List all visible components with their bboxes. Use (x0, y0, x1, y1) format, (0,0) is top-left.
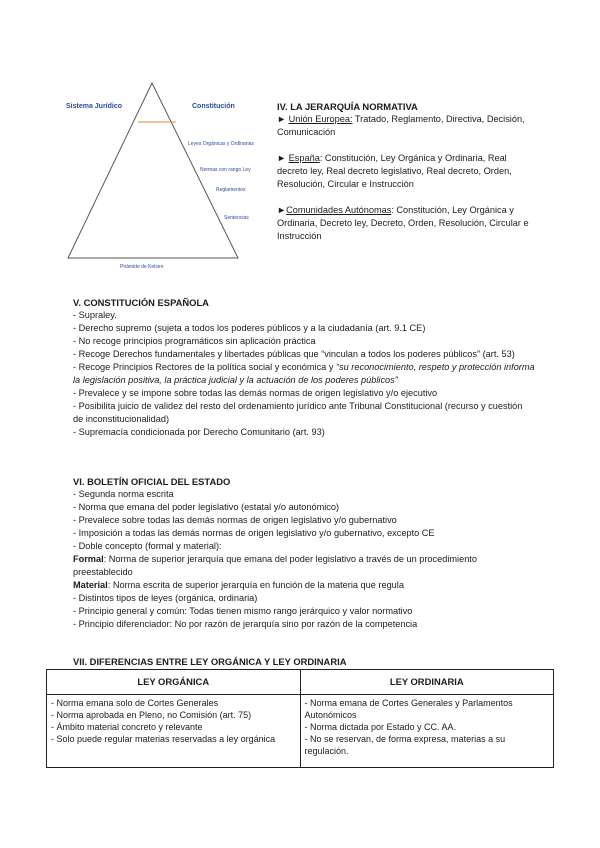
arrow-icon: ► (277, 114, 287, 124)
ue-paragraph (277, 113, 539, 139)
list-item: - Principio general y común: Todas tienen mismo rango jerárquico y valor normativo (73, 606, 413, 616)
ca-text: : Constitución, Ley Orgánica y Ordinaria, Decreto ley, Decreto, Orden, Resolución, Circular e Instrucción (277, 205, 529, 241)
section-jerarquia (277, 100, 539, 243)
section-boe (73, 475, 535, 631)
list-item: - Ámbito material concreto y relevante (51, 722, 203, 732)
formal-text: : Norma de superior jerarquía que emana del poder legislativo a través de un procedimiento preestablecido (73, 554, 477, 577)
ue-label: Unión Europea: (288, 114, 353, 124)
formal-definition (73, 553, 535, 579)
formal-label: Formal (73, 554, 104, 564)
material-label: Material (73, 580, 108, 590)
ue-text: Tratado, Reglamento, Directiva, Decisión, Comunicación (277, 114, 525, 137)
quote-text: “su reconocimiento, respeto y protección informa la legislación positiva, la práctica judicial y la actuación de los poderes públicos” (73, 362, 535, 385)
list-item: - Prevalece sobre todas las demás normas de origen legislativo y/o gubernativo (73, 515, 397, 525)
pyramid-level-2: Normas con rango Ley (200, 167, 251, 173)
comparison-table (46, 669, 554, 768)
pyramid-level-3: Reglamentos (216, 187, 246, 193)
list-item-text: - Recoge Principios Rectores de la política social y económica y (73, 362, 336, 372)
list-item: - Segunda norma escrita (73, 489, 174, 499)
list-item: - Norma emana solo de Cortes Generales (51, 698, 219, 708)
list-item: - Distintos tipos de leyes (orgánica, ordinaria) (73, 593, 258, 603)
list-item: - Norma aprobada en Pleno, no Comisión (art. 75) (51, 710, 252, 720)
pyramid-left-label: Sistema Jurídico (66, 103, 123, 110)
list-item: - Supraley. (73, 310, 117, 320)
list-item: - Norma que emana del poder legislativo (estatal y/o autonómico) (73, 502, 340, 512)
list-item: - Doble concepto (formal y material): (73, 541, 222, 551)
pyramid-right-label: Constitución (192, 103, 235, 110)
ca-paragraph (277, 204, 539, 243)
col-ley-organica-header: LEY ORGÁNICA (47, 670, 301, 695)
material-definition (73, 579, 535, 592)
list-item: - Norma emana de Cortes Generales y Parlamentos Autonómicos (304, 698, 513, 720)
es-label: España (288, 153, 320, 163)
section-7-title: VII. DIFERENCIAS ENTRE LEY ORGÁNICA Y LEY ORDINARIA (73, 656, 347, 667)
table-row (47, 695, 554, 768)
material-text: : Norma escrita de superior jerarquía en función de la materia que regula (107, 580, 404, 590)
list-item: - Norma dictada por Estado y CC. AA. (304, 722, 457, 732)
list-item: - Posibilita juicio de validez del resto del ordenamiento jurídico ante Tribunal Constitucional (recurso y cuestión de inconstitucionalidad) (73, 401, 523, 424)
section-6-title: VI. BOLETÍN OFICIAL DEL ESTADO (73, 476, 231, 487)
pyramid-level-4: Sentencias (224, 215, 249, 221)
es-text: : Constitución, Ley Orgánica y Ordinaria, Real decreto ley, Real decreto legislativo, Real decreto, Orden, Resolución, Circular e Instrucción (277, 153, 512, 189)
list-item: - Supremacía condicionada por Derecho Comunitario (art. 93) (73, 427, 325, 437)
kelsen-pyramid-figure (60, 78, 280, 273)
pyramid-caption: Pirámide de Kelsen (120, 264, 164, 270)
list-item: - No recoge principios programáticos sin aplicación práctica (73, 336, 316, 346)
list-item: - No se reservan, de forma expresa, materias a su regulación. (304, 734, 506, 756)
ley-ordinaria-cell (300, 695, 554, 768)
list-item: - Prevalece y se impone sobre todas las demás normas de origen legislativo y/o ejecutivo (73, 388, 438, 398)
es-paragraph (277, 152, 539, 191)
section-constitucion (73, 296, 535, 439)
section-diferencias (73, 655, 535, 668)
list-item: - Derecho supremo (sujeta a todos los poderes públicos y a la ciudadanía (art. 9.1 CE) (73, 323, 426, 333)
section-4-title: IV. LA JERARQUÍA NORMATIVA (277, 101, 418, 112)
section-5-title: V. CONSTITUCIÓN ESPAÑOLA (73, 297, 209, 308)
list-item (73, 361, 535, 387)
list-item: - Solo puede regular materias reservadas a ley orgánica (51, 734, 276, 744)
arrow-icon: ► (277, 153, 287, 163)
table-header-row (47, 670, 554, 695)
ley-organica-cell (47, 695, 301, 768)
list-item: - Recoge Derechos fundamentales y libertades públicas que “vinculan a todos los poderes públicos” (art. 53) (73, 349, 515, 359)
arrow-icon: ► (277, 205, 287, 215)
list-item: - Principio diferenciador: No por razón de jerarquía sino por razón de la competencia (73, 619, 418, 629)
ca-label: Comunidades Autónomas (286, 205, 392, 215)
pyramid-level-1: Leyes Orgánicas y Ordinarias (188, 141, 254, 147)
col-ley-ordinaria-header: LEY ORDINARIA (300, 670, 554, 695)
list-item: - Imposición a todas las demás normas de origen legislativo y/o gubernativo, excepto CE (73, 528, 435, 538)
